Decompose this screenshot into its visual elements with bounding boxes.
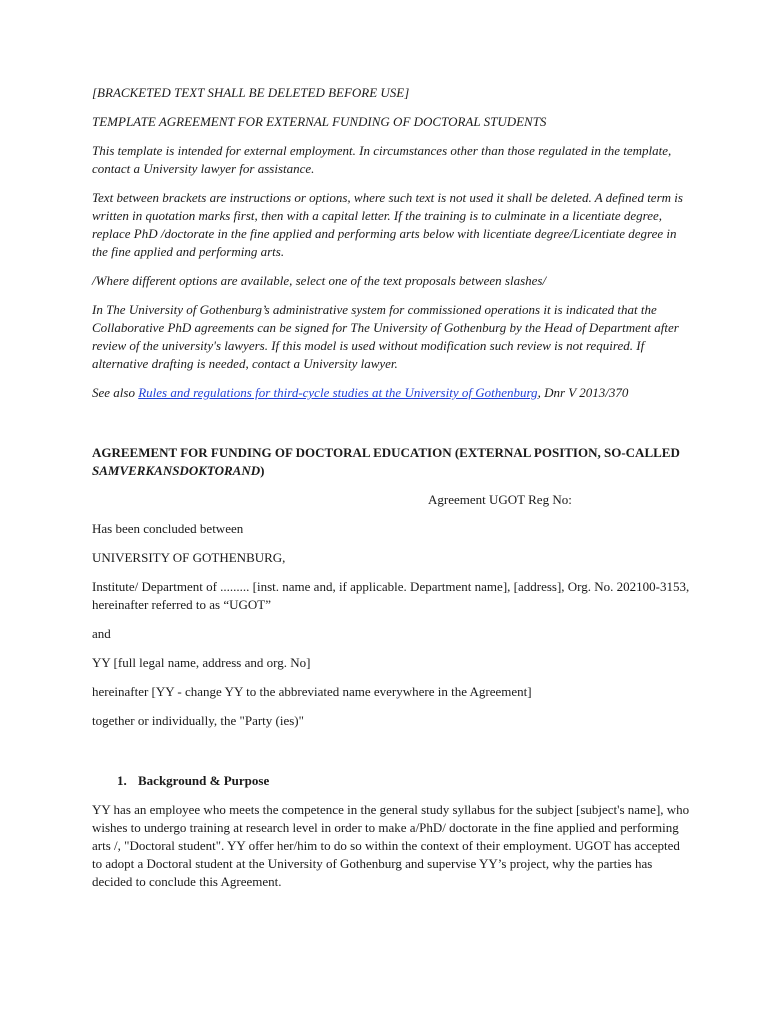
slashes-paragraph: /Where different options are available, select one of the text proposals between slashes/ [92,273,547,288]
section-1-title [92,772,692,790]
admin-system-paragraph: In The University of Gothenburg’s administrative system for commissioned operations it is indicated that the Collaborative PhD agreements can be signed for The University of Gothenburg by the Head of Department after review of the university's lawyers. If this model is used without modification such review is not required. If alternative drafting is needed, contact a University lawyer. [92,302,679,371]
institute-paragraph: Institute/ Department of ......... [inst. name and, if applicable. Department name], [address], Org. No. 202100-3153, hereinafter referred to as “UGOT” [92,579,690,612]
agreement-heading-text: AGREEMENT FOR FUNDING OF DOCTORAL EDUCATION (EXTERNAL POSITION, SO-CALLED [92,445,680,460]
template-title: TEMPLATE AGREEMENT FOR EXTERNAL FUNDING OF DOCTORAL STUDENTS [92,114,547,129]
see-also-suffix: , Dnr V 2013/370 [537,385,629,400]
reg-no-line: Agreement UGOT Reg No: [428,492,572,507]
agreement-heading [92,444,692,480]
section-1-title-text: Background & Purpose [138,773,270,788]
brackets-explained-paragraph: Text between brackets are instructions or options, where such text is not used it shall be deleted. A defined term is written in quotation marks first, then with a capital letter. If the training is to culminate in a licentiate degree, replace PhD /doctorate in the fine applied and performing arts below with licentiate degree/Licentiate degree in the fine applied and performing arts. [92,190,683,259]
see-also-paragraph [92,384,692,402]
hereinafter-line: hereinafter [YY - change YY to the abbreviated name everywhere in the Agreement] [92,684,532,699]
intended-for-paragraph: This template is intended for external employment. In circumstances other than those regulated in the template, contact a University lawyer for assistance. [92,143,672,176]
together-line: together or individually, the "Party (ies)" [92,713,304,728]
rules-regulations-link[interactable]: Rules and regulations for third-cycle studies at the University of Gothenburg [138,385,538,400]
section-1-body: YY has an employee who meets the competence in the general study syllabus for the subject [subject's name], who wishes to undergo training at research level in order to make a/PhD/ doctorate in the fine applied and performing arts /, "Doctoral student". YY offer her/him to do so within the context of their employment. UGOT has accepted to adopt a Doctoral student at the University of Gothenburg and supervise YY’s project, why the parties has decided to conclude this Agreement. [92,802,690,889]
and-line: and [92,626,111,641]
agreement-heading-italic: SAMVERKANSDOKTORAND [92,463,261,478]
university-line: UNIVERSITY OF GOTHENBURG, [92,550,286,565]
bracket-note: [BRACKETED TEXT SHALL BE DELETED BEFORE USE] [92,85,410,100]
see-also-prefix: See also [92,385,139,400]
document-page [92,84,692,902]
section-1-number: 1. [117,773,127,788]
yy-line: YY [full legal name, address and org. No] [92,655,311,670]
concluded-line: Has been concluded between [92,521,244,536]
agreement-heading-close: ) [260,463,265,478]
